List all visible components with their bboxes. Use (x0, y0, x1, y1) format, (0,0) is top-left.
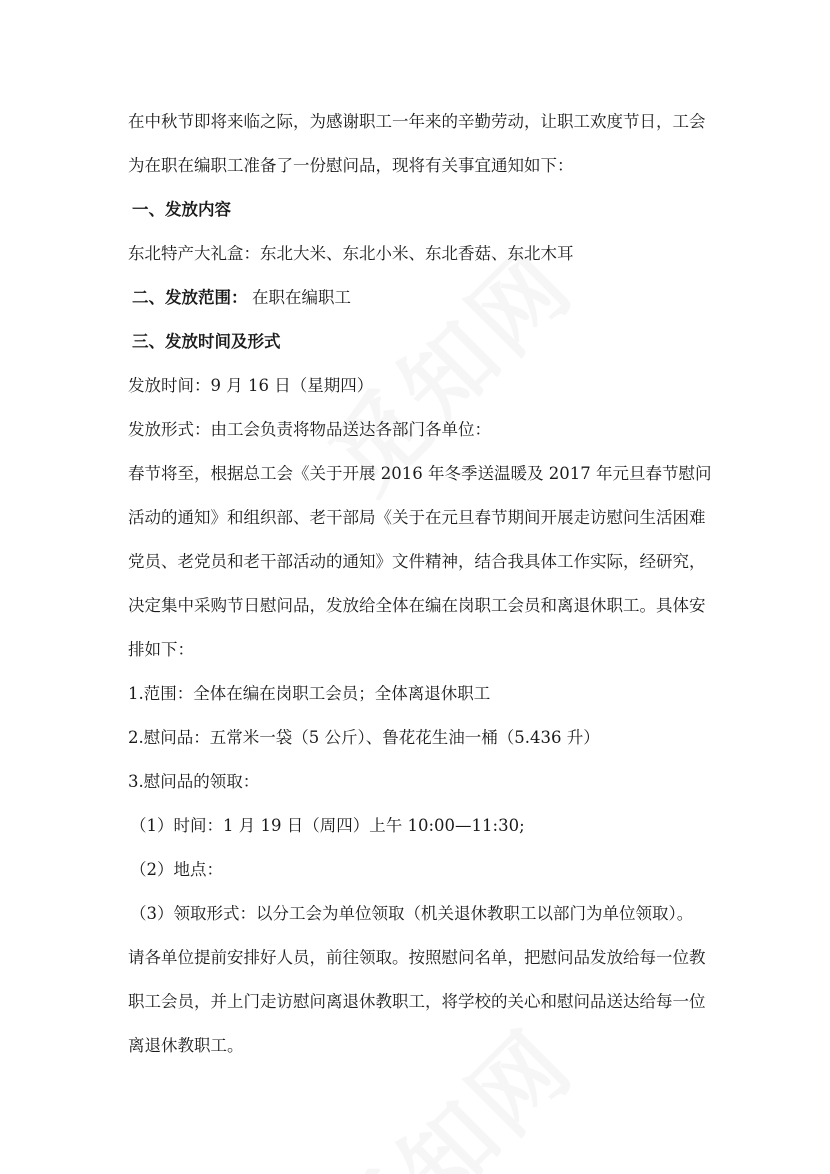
body-paragraph-line: 春节将至，根据总工会《关于开展 2016 年冬季送温暖及 2017 年元旦春节慰问 (128, 464, 712, 483)
body-paragraph-line: 决定集中采购节日慰问品，发放给全体在编在岗职工会员和离退休职工。具体安 (128, 596, 706, 615)
section-heading: 二、发放范围： (132, 288, 248, 307)
body-paragraph-line: 排如下： (128, 640, 194, 659)
body-paragraph-line: 请各单位提前安排好人员，前往领取。按照慰问名单，把慰问品发放给每一位教 (128, 948, 706, 967)
list-item: 3.慰问品的领取： (128, 772, 260, 791)
list-item: 2.慰问品：五常米一袋（5 公斤）、鲁花花生油一桶（5.436 升） (128, 728, 600, 747)
body-paragraph-line: 党员、老党员和老干部活动的通知》文件精神，结合我具体工作实际，经研究， (128, 552, 706, 571)
sub-list-item: （3）领取形式：以分工会为单位领取（机关退休教职工以部门为单位领取）。 (130, 904, 694, 923)
body-line: 发放时间：9 月 16 日（星期四） (128, 376, 374, 395)
sub-list-item: （1）时间：1 月 19 日（周四）上午 10:00—11:30; (130, 816, 525, 835)
watermark (296, 995, 597, 1174)
section-heading: 一、发放内容 (132, 200, 231, 219)
list-item: 1.范围：全体在编在岗职工会员；全体离退休职工 (128, 684, 491, 703)
sub-list-item: （2）地点： (130, 860, 223, 879)
body-paragraph-line: 职工会员，并上门走访慰问离退休教职工，将学校的关心和慰问品送达给每一位 (128, 992, 706, 1011)
section-heading: 三、发放时间及形式 (132, 332, 281, 351)
section-heading-value: 在职在编职工 (252, 288, 351, 307)
body-paragraph-line: 在中秋节即将来临之际，为感谢职工一年来的辛勤劳动，让职工欢度节日，工会 (128, 112, 706, 131)
body-paragraph-line: 离退休教职工。 (128, 1036, 244, 1055)
body-paragraph-line: 为在职在编职工准备了一份慰问品，现将有关事宜通知如下： (128, 156, 574, 175)
body-paragraph-line: 活动的通知》和组织部、老干部局《关于在元旦春节期间开展走访慰问生活困难 (128, 508, 706, 527)
body-line: 发放形式：由工会负责将物品送达各部门各单位： (128, 420, 491, 439)
body-line: 东北特产大礼盒：东北大米、东北小米、东北香菇、东北木耳 (128, 244, 574, 263)
